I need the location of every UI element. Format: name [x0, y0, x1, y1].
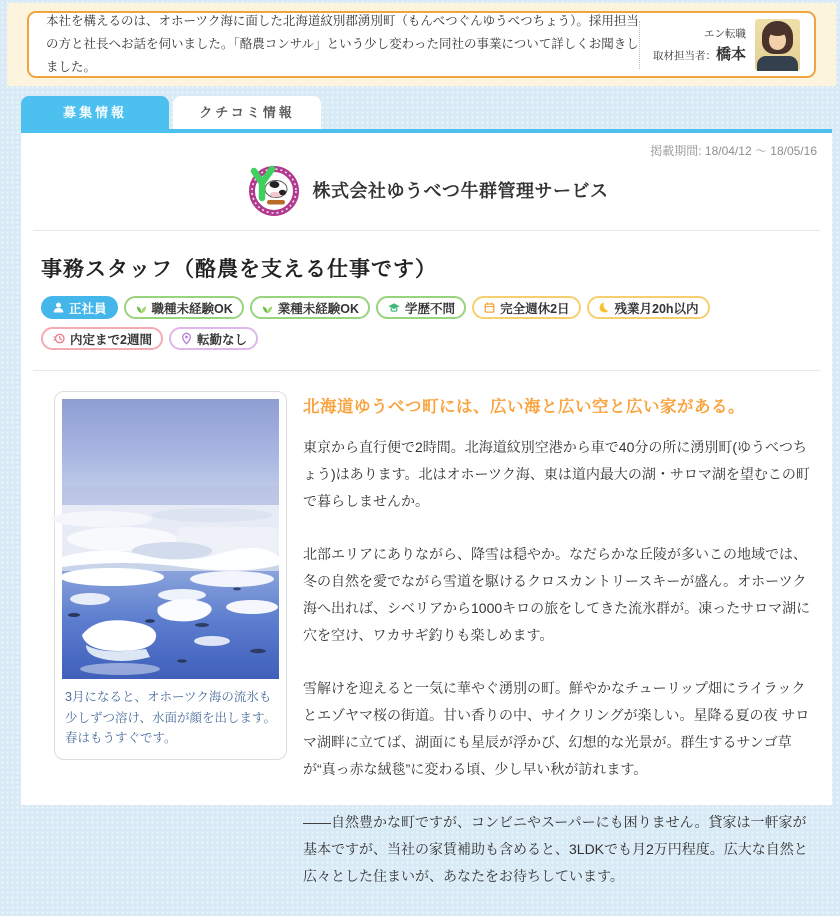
- moon-icon: [598, 301, 611, 314]
- tab-recruit-info[interactable]: 募集情報: [21, 96, 169, 129]
- reporter-line: [653, 43, 746, 64]
- clock-icon: [52, 332, 66, 345]
- badge-fulltime: 正社員: [41, 296, 118, 319]
- company-logo-icon: [245, 163, 299, 217]
- site-name: エン転職: [704, 27, 746, 40]
- job-title: 事務スタッフ（酪農を支える仕事です）: [41, 258, 437, 281]
- seedling-icon: [261, 301, 274, 314]
- article-paragraph: ――自然豊かな町ですが、コンビニやスーパーにも困りません。貸家は一軒家が基本ですが、当社の家賃補助も含めると、3LDKでも月2万円程度。広大な自然と広々とした住まいが、あなたをお待ちしています。: [303, 814, 808, 884]
- calendar-icon: [483, 301, 496, 314]
- reporter-info: [639, 21, 800, 69]
- tab-bar: [21, 96, 321, 129]
- badge-fast-offer: 内定まで2週間: [41, 327, 163, 350]
- badge-list: [41, 296, 812, 350]
- intro-text: 本社を構えるのは、オホーツク海に面した北海道紋別郡湧別町（もんべつぐんゆうべつちょう）。採用担当の方と社長へお話を伺いました。「酪農コンサル」という少し変わった同社の事業について詳しくお聞きしました。: [46, 13, 639, 75]
- article-text: [303, 391, 814, 916]
- posting-period: 掲載期間: 18/04/12 ～ 18/05/16: [650, 144, 817, 158]
- map-pin-icon: [180, 332, 193, 345]
- article-heading: 北海道ゆうべつ町には、広い海と広い空と広い家がある。: [303, 398, 745, 416]
- article-paragraph: 東京から直行便で2時間。北海道紋別空港から車で40分の所に湧別町(ゆうべつちょう)はあります。北はオホーツク海、東は道内最大の湖・サロマ湖を望むこの町で暮らしませんか。: [303, 439, 810, 509]
- intro-banner: [7, 3, 836, 86]
- badge-no-relocation: 転勤なし: [169, 327, 258, 350]
- article-section: [21, 371, 832, 916]
- company-header: [21, 159, 832, 227]
- drift-ice-photo: [62, 399, 279, 679]
- graduation-cap-icon: [387, 301, 401, 314]
- main-panel: [21, 133, 832, 884]
- tab-review-info[interactable]: クチコミ情報: [173, 96, 321, 129]
- reporter-text: [653, 26, 746, 64]
- badge-no-job-experience: 職種未経験OK: [124, 296, 244, 319]
- article-paragraph: 北部エリアにありながら、降雪は穏やか。なだらかな丘陵が多いこの地域では、冬の自然を愛でながら雪道を駆けるクロスカントリースキーが盛ん。オホーツク海へ出れば、シベリアから1000キロの旅をしてきた流氷群が。凍ったサロマ湖に穴を空け、ワカサギ釣りも楽しめます。: [303, 546, 811, 643]
- job-header-section: [21, 231, 832, 367]
- person-icon: [52, 301, 65, 314]
- badge-no-education-requirement: 学歴不問: [376, 296, 466, 319]
- reporter-label: 取材担当者：: [652, 49, 716, 62]
- photo-card: [54, 391, 287, 760]
- sea-ice-image: [62, 399, 279, 679]
- article-paragraph: 雪解けを迎えると一気に華やぐ湧別の町。鮮やかなチューリップ畑にライラックとエゾヤマ桜の街道。甘い香りの中、サイクリングが楽しい。星降る夏の夜 サロマ湖畔に立てば、湖面にも星辰が浮かび、幻想的な光景が。群生するサンゴ草が“真っ赤な絨毯”に変わる頃、少し早い秋が訪れます。: [303, 680, 810, 777]
- badge-two-days-off: 完全週休2日: [472, 296, 580, 319]
- badge-no-industry-experience: 業種未経験OK: [250, 296, 370, 319]
- company-name: 株式会社ゆうべつ牛群管理サービス: [312, 181, 609, 201]
- badge-low-overtime: 残業月20h以内: [587, 296, 710, 319]
- photo-caption: 3月になると、オホーツク海の流氷も少しずつ溶け、水面が顔を出します。春はもうすぐです。: [65, 690, 277, 746]
- reporter-avatar: [755, 19, 800, 71]
- reporter-name: 橋本: [715, 45, 746, 63]
- intro-box: [27, 11, 816, 78]
- seedling-icon: [135, 301, 148, 314]
